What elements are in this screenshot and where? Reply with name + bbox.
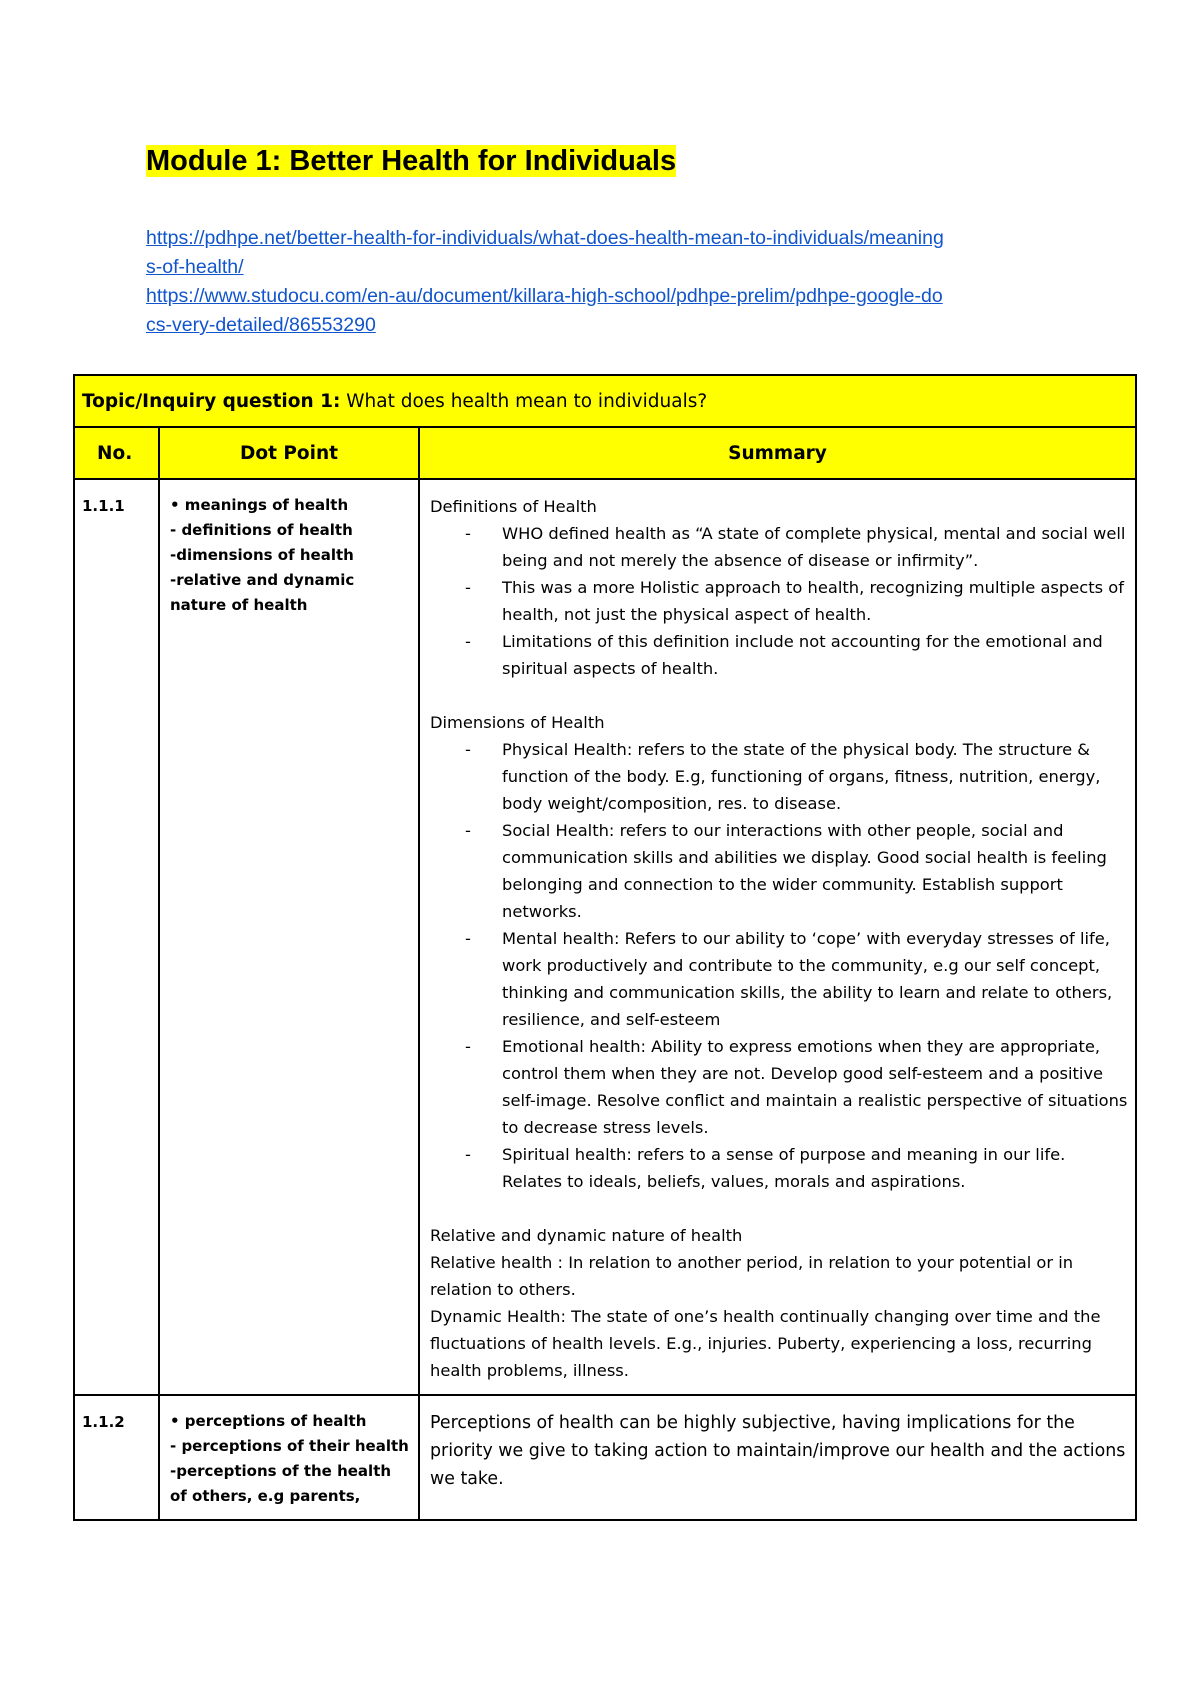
summary-cell — [419, 1395, 1136, 1520]
list-item: - WHO defined health as “A state of complete physical, mental and social well being and not merely the absence of disease or infirmity”. — [502, 520, 1129, 574]
header-dot-point: Dot Point — [159, 427, 419, 479]
dot-point-cell — [159, 1395, 419, 1520]
table-row — [74, 479, 1136, 1395]
list-item: - Social Health: refers to our interactions with other people, social and communication skills and abilities we display. Good social health is feeling belonging and connection to the wider community. Establish support networks. — [502, 817, 1129, 925]
dot-point-item: -relative and dynamic nature of health — [170, 571, 355, 614]
dimensions-list — [430, 736, 1129, 1195]
header-row — [74, 427, 1136, 479]
definitions-list — [430, 520, 1129, 682]
topic-row — [74, 375, 1136, 427]
summary-cell — [419, 479, 1136, 1395]
list-item: - This was a more Holistic approach to health, recognizing multiple aspects of health, not just the physical aspect of health. — [502, 574, 1129, 628]
list-item: - Physical Health: refers to the state of the physical body. The structure & function of the body. E.g, functioning of organs, fitness, nutrition, energy, body weight/composition, res. to disease. — [502, 736, 1129, 817]
dot-point-item: -perceptions of the health of others, e.g parents, — [170, 1462, 392, 1505]
table-row — [74, 1395, 1136, 1520]
reference-link-pdhpe[interactable]: https://pdhpe.net/better-health-for-individuals/what-does-health-mean-to-individuals/meaning s-of-health/ — [146, 227, 944, 278]
row-number: 1.1.1 — [74, 479, 159, 1395]
section-heading: Definitions of Health — [430, 497, 597, 516]
summary-text: Perceptions of health can be highly subjective, having implications for the priority we give to taking action to maintain/improve our health and the actions we take. — [430, 1413, 1126, 1489]
list-item: - Emotional health: Ability to express emotions when they are appropriate, control them when they are not. Develop good self-esteem and a positive self-image. Resolve conflict and maintain a realistic perspective of situations to decrease stress levels. — [502, 1033, 1129, 1141]
reference-links — [146, 224, 1066, 340]
dot-point-cell — [159, 479, 419, 1395]
reference-link-studocu[interactable]: https://www.studocu.com/en-au/document/killara-high-school/pdhpe-prelim/pdhpe-google-do cs-very-detailed/86553290 — [146, 285, 943, 336]
dot-point-item: • meanings of health — [170, 496, 349, 514]
list-item: - Mental health: Refers to our ability to ‘cope’ with everyday stresses of life, work productively and contribute to the community, e.g our self concept, thinking and communication skills, the ability to learn and relate to others, resilience, and self-esteem — [502, 925, 1129, 1033]
dot-point-item: -dimensions of health — [170, 546, 354, 564]
inquiry-table — [73, 374, 1137, 1521]
page-title-text: Module 1: Better Health for Individuals — [146, 145, 677, 177]
list-item: - Limitations of this definition include not accounting for the emotional and spiritual aspects of health. — [502, 628, 1129, 682]
topic-label: Topic/Inquiry question 1: — [82, 391, 341, 412]
dot-point-item: • perceptions of health — [170, 1412, 367, 1430]
page-title — [146, 143, 676, 179]
section-heading: Dimensions of Health — [430, 713, 605, 732]
topic-question: What does health mean to individuals? — [340, 391, 708, 412]
list-item: - Spiritual health: refers to a sense of purpose and meaning in our life. Relates to ideals, beliefs, values, morals and aspirations. — [502, 1141, 1129, 1195]
header-summary: Summary — [419, 427, 1136, 479]
dot-point-item: - perceptions of their health — [170, 1437, 409, 1455]
relative-health-text: Relative health : In relation to another period, in relation to your potential or in relation to others. — [430, 1253, 1074, 1299]
header-no: No. — [74, 427, 159, 479]
row-number: 1.1.2 — [74, 1395, 159, 1520]
section-heading: Relative and dynamic nature of health — [430, 1226, 743, 1245]
dot-point-item: - definitions of health — [170, 521, 353, 539]
dynamic-health-text: Dynamic Health: The state of one’s health continually changing over time and the fluctuations of health levels. E.g., injuries. Puberty, experiencing a loss, recurring health problems, illness. — [430, 1307, 1101, 1380]
topic-cell — [74, 375, 1136, 427]
